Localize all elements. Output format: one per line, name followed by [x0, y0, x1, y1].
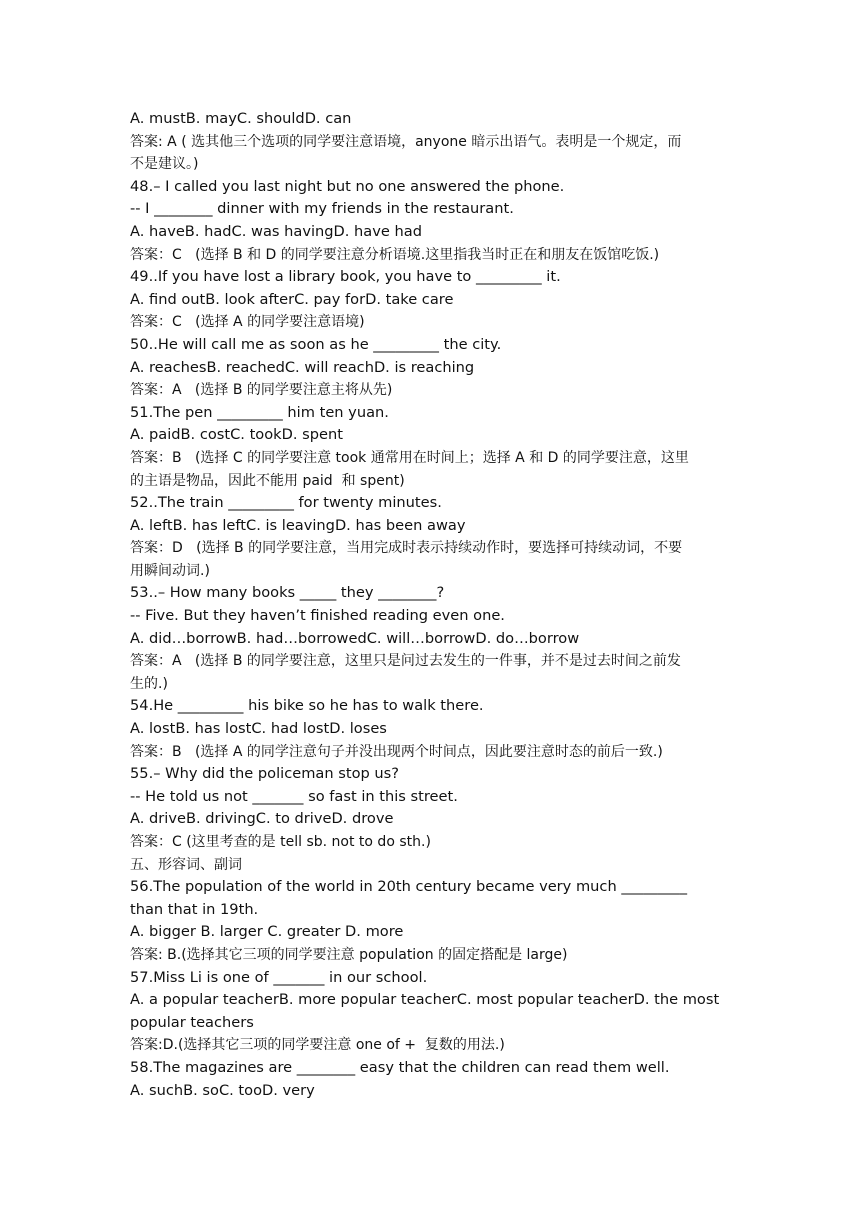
text-line: popular teachers — [130, 1013, 254, 1031]
text-line: 答案：B (选择 A 的同学注意句子并没出现两个时间点，因此要注意时态的前后一致.) — [130, 743, 663, 760]
text-line: 58.The magazines are ________ easy that the children can read them well. — [130, 1058, 670, 1076]
text-line: 答案：B (选择 C 的同学要注意 took 通常用在时间上；选择 A 和 D 的同学要注意，这里 — [130, 449, 689, 466]
text-line: 55.– Why did the policeman stop us? — [130, 765, 400, 783]
text-line: 答案：A (选择 B 的同学要注意，这里只是问过去发生的一件事，并不是过去时间之前发 — [130, 653, 681, 670]
text-line: A. haveB. hadC. was havingD. have had — [130, 222, 422, 240]
text-line: -- Five. But they haven’t finished reading even one. — [130, 607, 505, 625]
text-line: 52..The train _________ for twenty minutes. — [130, 494, 442, 512]
text-line: 50..He will call me as soon as he _________ the city. — [130, 335, 502, 353]
text-line: A. mustB. mayC. shouldD. can — [130, 110, 352, 127]
text-line: than that in 19th. — [130, 900, 259, 918]
text-line: A. find outB. look afterC. pay forD. take care — [130, 290, 454, 308]
text-line: A. bigger B. larger C. greater D. more — [130, 923, 404, 941]
text-line: 49..If you have lost a library book, you have to _________ it. — [130, 268, 561, 286]
text-line: 答案：C (这里考查的是 tell sb. not to do sth.) — [130, 834, 431, 850]
text-line: A. a popular teacherB. more popular teacherC. most popular teacherD. the most — [130, 991, 720, 1009]
text-line: A. suchB. soC. tooD. very — [130, 1081, 315, 1099]
text-line: 54.He _________ his bike so he has to walk there. — [130, 697, 484, 715]
text-line: 不是建议。) — [130, 156, 199, 173]
text-line: 生的.) — [130, 675, 168, 692]
text-line: 57.Miss Li is one of _______ in our school. — [130, 968, 428, 986]
text-line: 的主语是物品，因此不能用 paid 和 spent) — [130, 472, 405, 489]
text-line: A. driveB. drivingC. to driveD. drove — [130, 810, 394, 828]
text-line: A. lostB. has lostC. had lostD. loses — [130, 720, 387, 738]
text-line: 用瞬间动词.) — [130, 562, 210, 579]
text-line: 答案：D (选择 B 的同学要注意，当用完成时表示持续动作时，要选择可持续动词，不要 — [130, 540, 683, 557]
text-line: 答案: B.(选择其它三项的同学要注意 population 的固定搭配是 large) — [130, 946, 568, 963]
text-line: 答案：C (选择 B 和 D 的同学要注意分析语境.这里指我当时正在和朋友在饭馆吃饭.) — [130, 246, 660, 263]
text-line: 48.– I called you last night but no one answered the phone. — [130, 177, 565, 195]
text-line: 五、形容词、副词 — [130, 856, 242, 873]
text-line: A. paidB. costC. tookD. spent — [130, 426, 343, 444]
text-line: -- He told us not _______ so fast in this street. — [130, 787, 458, 805]
text-line: 56.The population of the world in 20th century became very much _________ — [130, 878, 688, 896]
text-line: 答案: A ( 选其他三个选项的同学要注意语境，anyone 暗示出语气。表明是一个规定，而 — [130, 133, 682, 150]
text-line: A. reachesB. reachedC. will reachD. is reaching — [130, 358, 475, 376]
text-line: 答案：A (选择 B 的同学要注意主将从先) — [130, 382, 393, 399]
text-line: 答案:D.(选择其它三项的同学要注意 one of + 复数的用法.) — [130, 1037, 505, 1054]
text-line: 答案：C (选择 A 的同学要注意语境) — [130, 314, 365, 331]
text-line: A. did…borrowB. had…borrowedC. will…borrowD. do…borrow — [130, 629, 580, 647]
text-line: A. leftB. has leftC. is leavingD. has been away — [130, 516, 466, 534]
document-body — [130, 108, 742, 1102]
text-line: 51.The pen _________ him ten yuan. — [130, 403, 389, 421]
text-line: -- I ________ dinner with my friends in the restaurant. — [130, 200, 514, 218]
text-line: 53..– How many books _____ they ________? — [130, 584, 445, 602]
